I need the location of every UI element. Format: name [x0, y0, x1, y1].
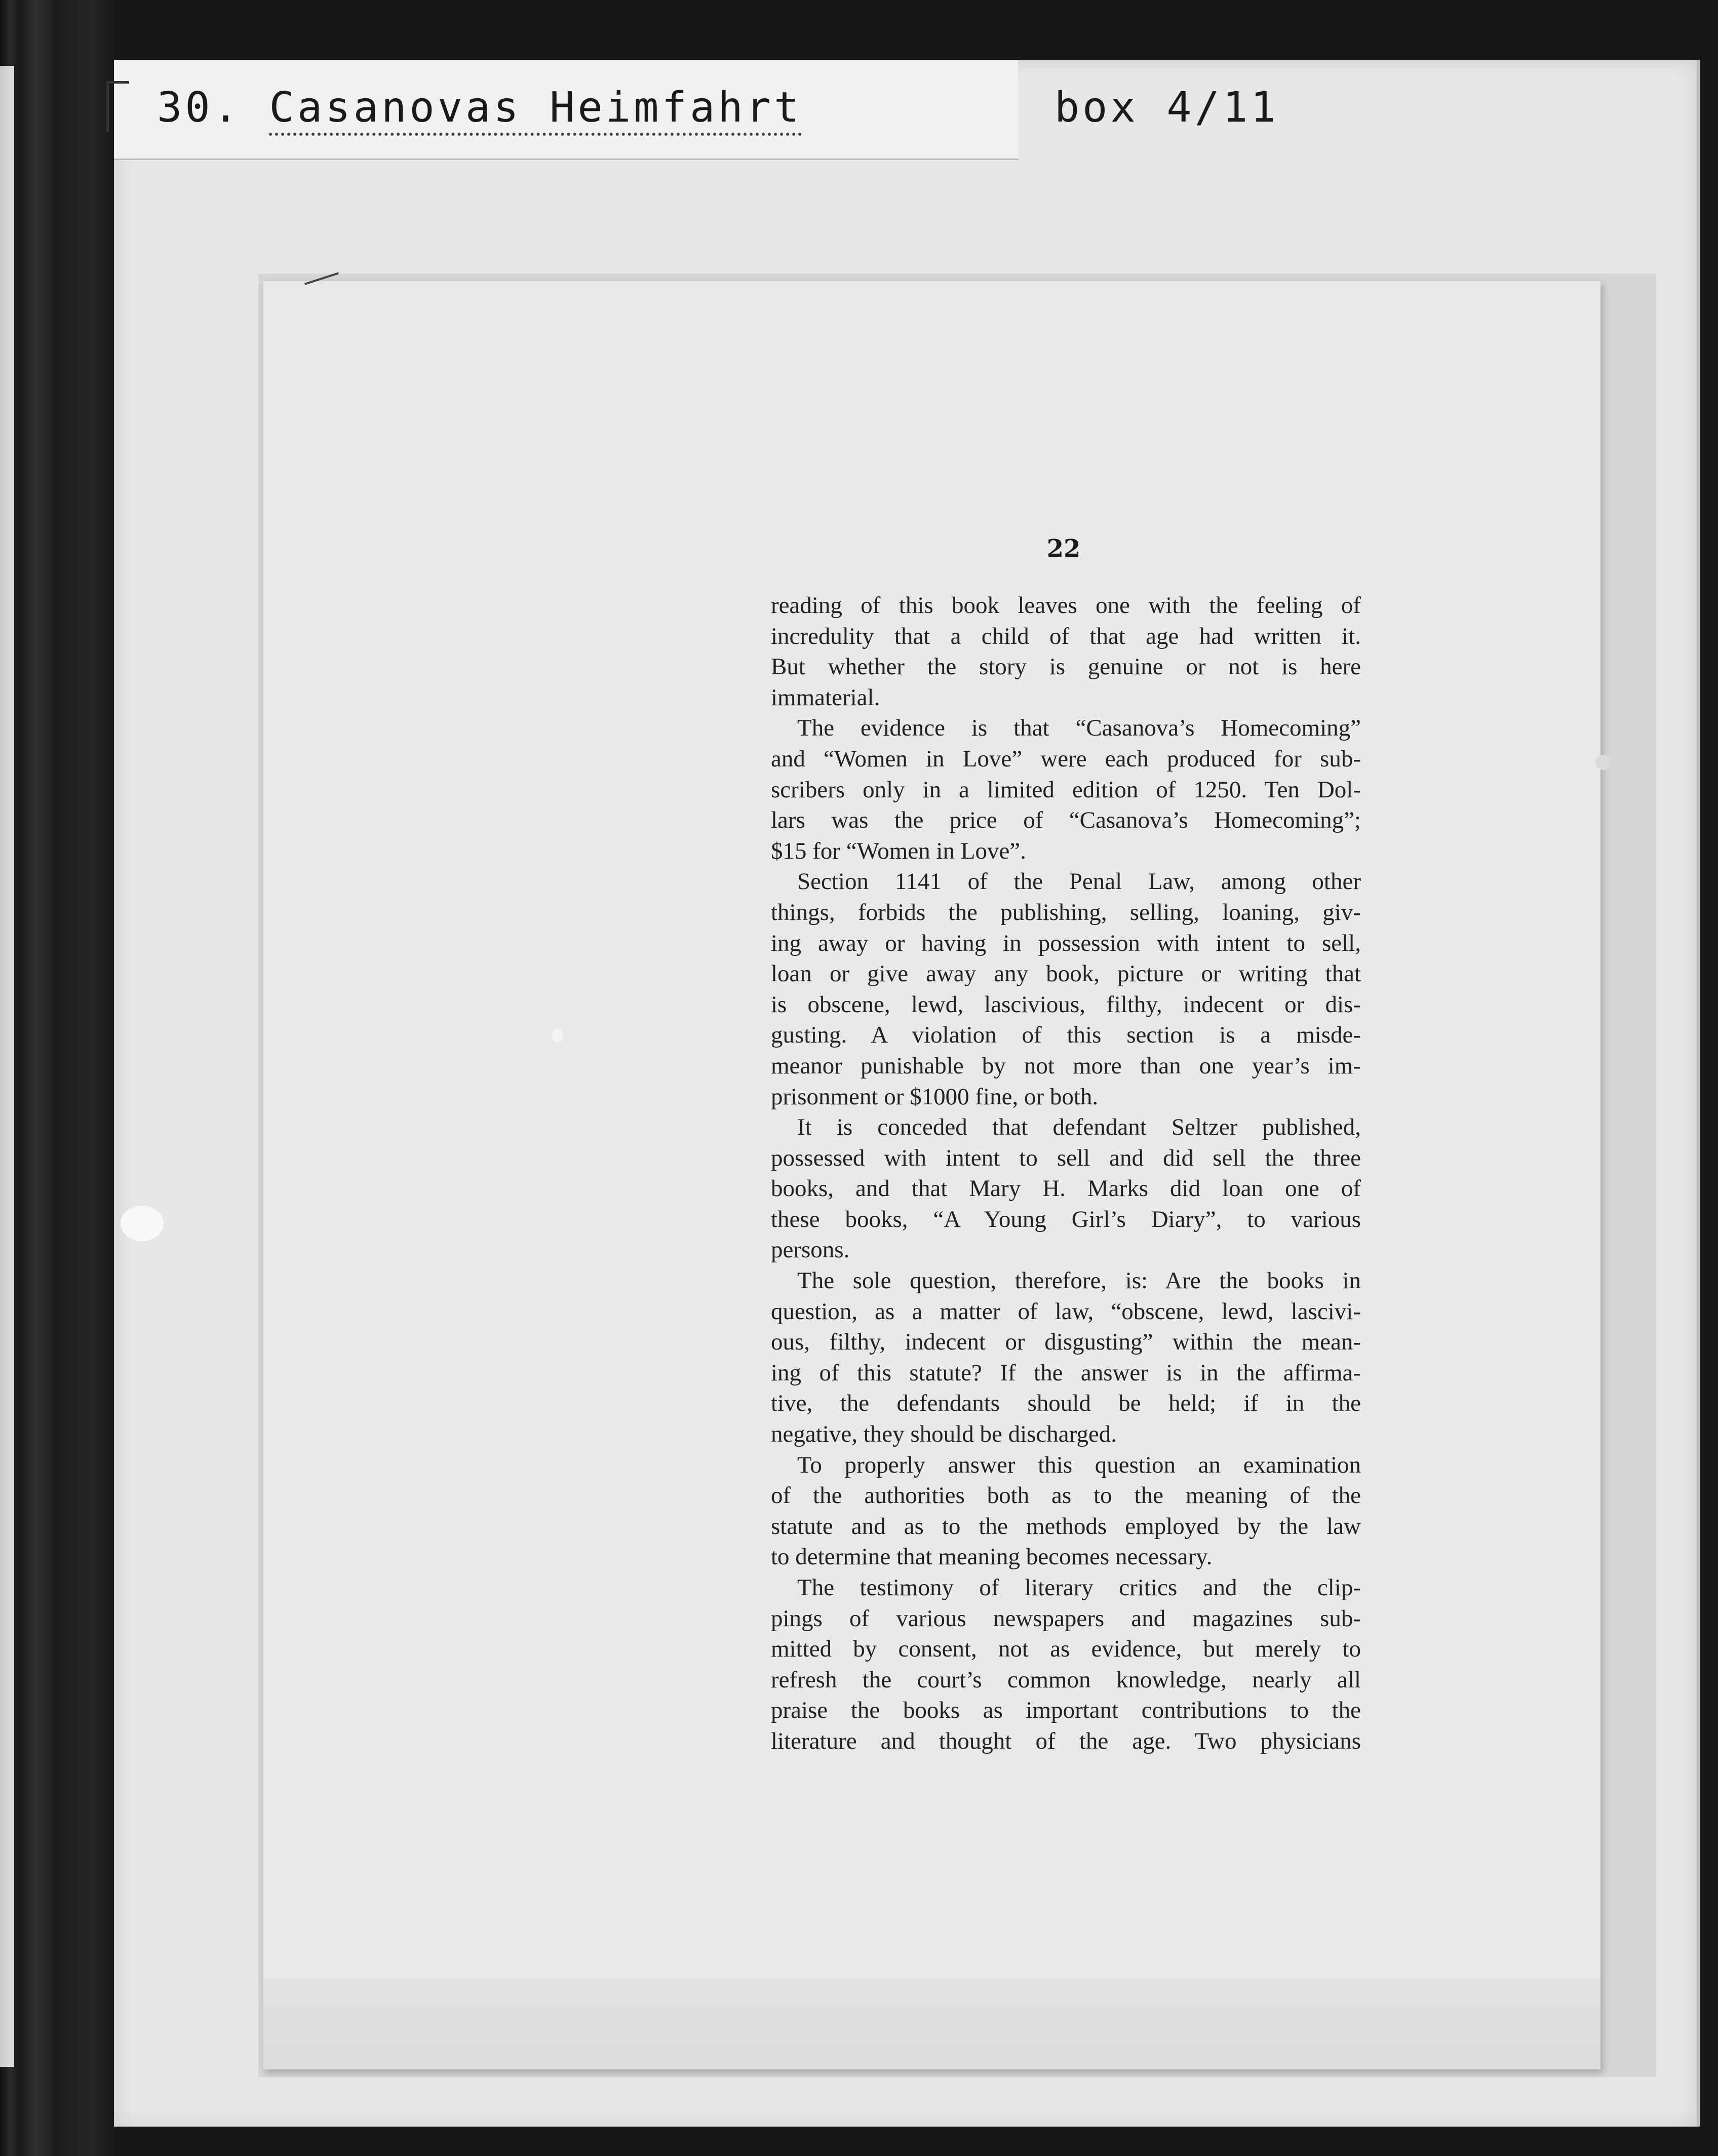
text-line: incredulity that a child of that age had written it. — [771, 623, 1361, 649]
text-line: gusting. A violation of this section is a misde- — [771, 1022, 1361, 1049]
text-line: persons. — [771, 1237, 850, 1263]
folder-label — [157, 84, 1279, 132]
label-number: 30. — [157, 84, 242, 132]
text-line: ous, filthy, indecent or disgusting” within the mean- — [771, 1329, 1361, 1356]
text-line: scribers only in a limited edition of 1250. Ten Dol- — [771, 776, 1361, 803]
text-line: But whether the story is genuine or not is here — [771, 653, 1361, 680]
text-line: tive, the defendants should be held; if in the — [771, 1390, 1361, 1417]
text-line: mitted by consent, not as evidence, but merely to — [771, 1636, 1361, 1663]
scan-blemish — [1595, 755, 1611, 770]
text-line: To properly answer this question an examination — [797, 1451, 1361, 1478]
scan-blemish — [552, 1028, 563, 1043]
text-line: immaterial. — [771, 684, 880, 711]
label-title: Casanovas Heimfahrt — [269, 84, 802, 136]
page-bottom-shadow — [263, 1978, 1600, 2069]
text-line: things, forbids the publishing, selling, loaning, giv- — [771, 899, 1361, 926]
text-line: reading of this book leaves one with the feeling of — [771, 592, 1361, 619]
text-line: The testimony of literary critics and the clip- — [797, 1574, 1361, 1601]
text-line: praise the books as important contributions to the — [771, 1697, 1361, 1724]
text-line: and “Women in Love” were each produced for sub- — [771, 745, 1361, 772]
text-line: books, and that Mary H. Marks did loan one of — [771, 1175, 1361, 1202]
label-box: box 4/11 — [1054, 84, 1279, 132]
text-line: $15 for “Women in Love”. — [771, 837, 1026, 864]
text-line: Section 1141 of the Penal Law, among other — [797, 868, 1361, 895]
text-line: of the authorities both as to the meaning of the — [771, 1482, 1361, 1509]
text-line: refresh the court’s common knowledge, nearly all — [771, 1666, 1361, 1693]
text-line: statute and as to the methods employed by the law — [771, 1513, 1361, 1539]
text-line: ing of this statute? If the answer is in the affirma- — [771, 1359, 1361, 1386]
body-text-column — [771, 590, 1361, 1757]
text-line: loan or give away any book, picture or writing that — [771, 960, 1361, 987]
adjacent-page-edge — [0, 66, 14, 2067]
text-line: negative, they should be discharged. — [771, 1421, 1117, 1448]
text-line: pings of various newspapers and magazines sub- — [771, 1605, 1361, 1632]
text-line: ing away or having in possession with intent to sell, — [771, 930, 1361, 956]
text-line: question, as a matter of law, “obscene, lewd, lascivi- — [771, 1298, 1361, 1325]
scan-blemish — [121, 1206, 164, 1241]
text-line: possessed with intent to sell and did sell the three — [771, 1144, 1361, 1171]
page-number: 22 — [1046, 534, 1081, 563]
text-line: these books, “A Young Girl’s Diary”, to various — [771, 1206, 1361, 1233]
text-line: The evidence is that “Casanova’s Homecoming” — [797, 715, 1361, 742]
text-line: is obscene, lewd, lascivious, filthy, indecent or dis- — [771, 991, 1361, 1018]
text-line: meanor punishable by not more than one year’s im- — [771, 1052, 1361, 1079]
text-line: prisonment or $1000 fine, or both. — [771, 1083, 1099, 1110]
text-line: The sole question, therefore, is: Are the books in — [797, 1267, 1361, 1294]
text-line: literature and thought of the age. Two physicians — [771, 1727, 1361, 1754]
corner-bracket-mark — [106, 81, 129, 132]
text-line: to determine that meaning becomes necessary. — [771, 1544, 1213, 1570]
text-line: It is conceded that defendant Seltzer published, — [797, 1114, 1361, 1141]
text-line: lars was the price of “Casanova’s Homecoming”; — [771, 807, 1361, 834]
